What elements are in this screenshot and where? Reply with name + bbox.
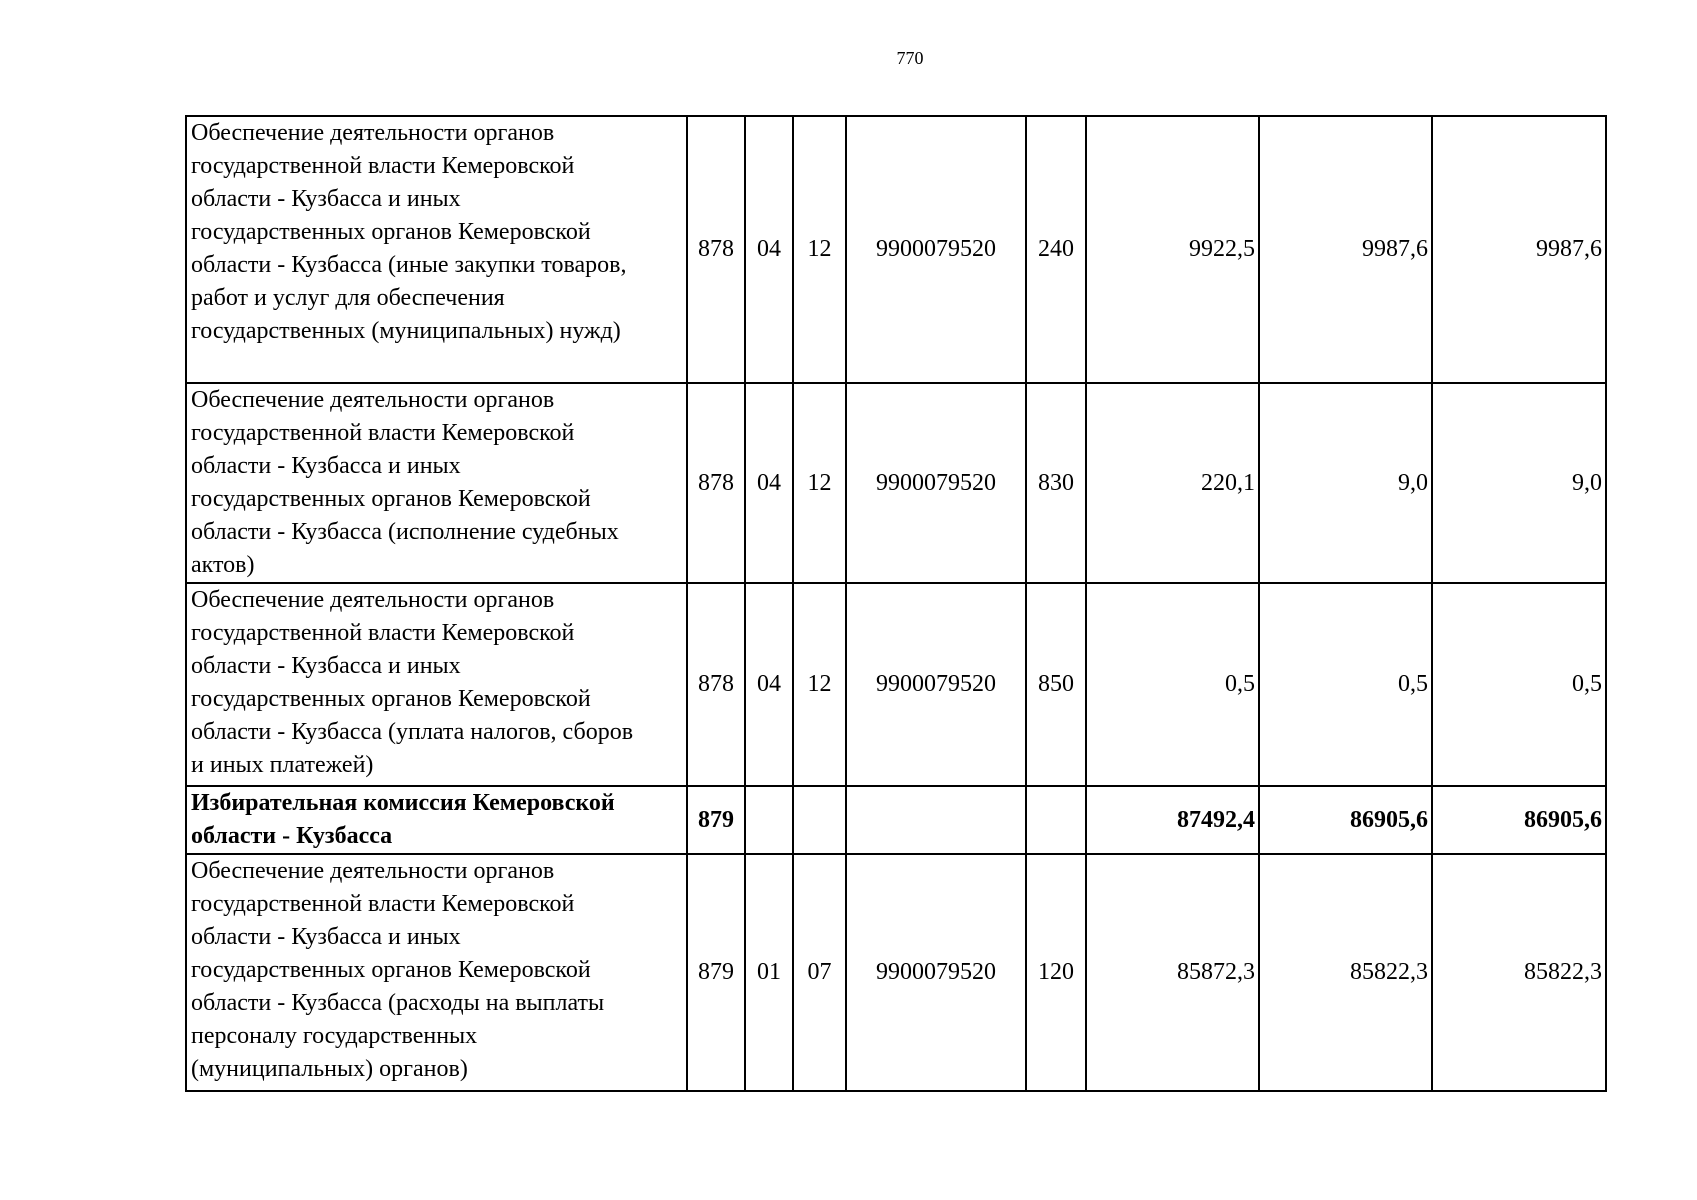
description-line: государственной власти Кемеровской xyxy=(191,420,575,446)
description-line: Обеспечение деятельности органов xyxy=(191,387,555,413)
subsection-code xyxy=(793,786,846,854)
expense-type-code xyxy=(1026,786,1086,854)
row-description xyxy=(186,854,687,1091)
subsection-code: 12 xyxy=(793,383,846,583)
amount-year-2: 85822,3 xyxy=(1259,854,1432,1091)
table-row xyxy=(186,116,1606,383)
budget-table xyxy=(185,115,1607,1092)
description-line: области - Кузбасса (исполнение судебных xyxy=(191,519,619,545)
target-article-code: 9900079520 xyxy=(846,854,1026,1091)
ministry-code: 879 xyxy=(687,854,745,1091)
amount-year-1: 85872,3 xyxy=(1086,854,1259,1091)
description-line: области - Кузбасса и иных xyxy=(191,453,461,479)
target-article-code: 9900079520 xyxy=(846,583,1026,786)
description-line: актов) xyxy=(191,552,255,578)
description-line: Обеспечение деятельности органов xyxy=(191,858,555,884)
table-row xyxy=(186,854,1606,1091)
amount-year-2: 0,5 xyxy=(1259,583,1432,786)
description-line: области - Кузбасса (иные закупки товаров, xyxy=(191,252,627,278)
amount-year-1: 0,5 xyxy=(1086,583,1259,786)
row-description xyxy=(186,786,687,854)
description-line: области - Кузбасса (уплата налогов, сборов xyxy=(191,719,634,745)
amount-year-3: 9987,6 xyxy=(1432,116,1606,383)
section-code xyxy=(745,786,793,854)
table-row xyxy=(186,383,1606,583)
row-description xyxy=(186,383,687,583)
description-line: и иных платежей) xyxy=(191,752,374,778)
description-line: государственной власти Кемеровской xyxy=(191,891,575,917)
row-description xyxy=(186,116,687,383)
description-line: работ и услуг для обеспечения xyxy=(191,285,505,311)
description-line: государственных органов Кемеровской xyxy=(191,219,591,245)
table-row xyxy=(186,583,1606,786)
expense-type-code: 240 xyxy=(1026,116,1086,383)
amount-year-3: 9,0 xyxy=(1432,383,1606,583)
section-code: 04 xyxy=(745,116,793,383)
description-line: области - Кузбасса (расходы на выплаты xyxy=(191,990,605,1016)
ministry-code: 878 xyxy=(687,383,745,583)
expense-type-code: 830 xyxy=(1026,383,1086,583)
description-line: государственных (муниципальных) нужд) xyxy=(191,318,621,344)
page-number: 770 xyxy=(896,48,924,68)
description-line: области - Кузбасса и иных xyxy=(191,924,461,950)
row-description xyxy=(186,583,687,786)
ministry-code: 878 xyxy=(687,583,745,786)
section-code: 01 xyxy=(745,854,793,1091)
description-line: государственной власти Кемеровской xyxy=(191,620,575,646)
description-line: государственных органов Кемеровской xyxy=(191,957,591,983)
table-row-total xyxy=(186,786,1606,854)
description-line: Обеспечение деятельности органов xyxy=(191,587,555,613)
description-line: области - Кузбасса и иных xyxy=(191,653,461,679)
amount-year-1: 87492,4 xyxy=(1086,786,1259,854)
description-line: (муниципальных) органов) xyxy=(191,1056,468,1082)
ministry-code: 878 xyxy=(687,116,745,383)
description-line: персоналу государственных xyxy=(191,1023,478,1049)
amount-year-2: 86905,6 xyxy=(1259,786,1432,854)
amount-year-2: 9,0 xyxy=(1259,383,1432,583)
amount-year-3: 85822,3 xyxy=(1432,854,1606,1091)
description-line: государственных органов Кемеровской xyxy=(191,686,591,712)
amount-year-1: 220,1 xyxy=(1086,383,1259,583)
description-line: государственной власти Кемеровской xyxy=(191,153,575,179)
description-line: области - Кузбасса и иных xyxy=(191,186,461,212)
subsection-code: 12 xyxy=(793,116,846,383)
ministry-code: 879 xyxy=(687,786,745,854)
expense-type-code: 120 xyxy=(1026,854,1086,1091)
amount-year-3: 86905,6 xyxy=(1432,786,1606,854)
target-article-code: 9900079520 xyxy=(846,383,1026,583)
section-code: 04 xyxy=(745,583,793,786)
section-code: 04 xyxy=(745,383,793,583)
target-article-code xyxy=(846,786,1026,854)
description-line: Избирательная комиссия Кемеровской xyxy=(191,790,615,816)
target-article-code: 9900079520 xyxy=(846,116,1026,383)
description-line: государственных органов Кемеровской xyxy=(191,486,591,512)
amount-year-3: 0,5 xyxy=(1432,583,1606,786)
subsection-code: 12 xyxy=(793,583,846,786)
amount-year-1: 9922,5 xyxy=(1086,116,1259,383)
amount-year-2: 9987,6 xyxy=(1259,116,1432,383)
description-line: области - Кузбасса xyxy=(191,823,393,849)
subsection-code: 07 xyxy=(793,854,846,1091)
expense-type-code: 850 xyxy=(1026,583,1086,786)
description-line: Обеспечение деятельности органов xyxy=(191,120,555,146)
